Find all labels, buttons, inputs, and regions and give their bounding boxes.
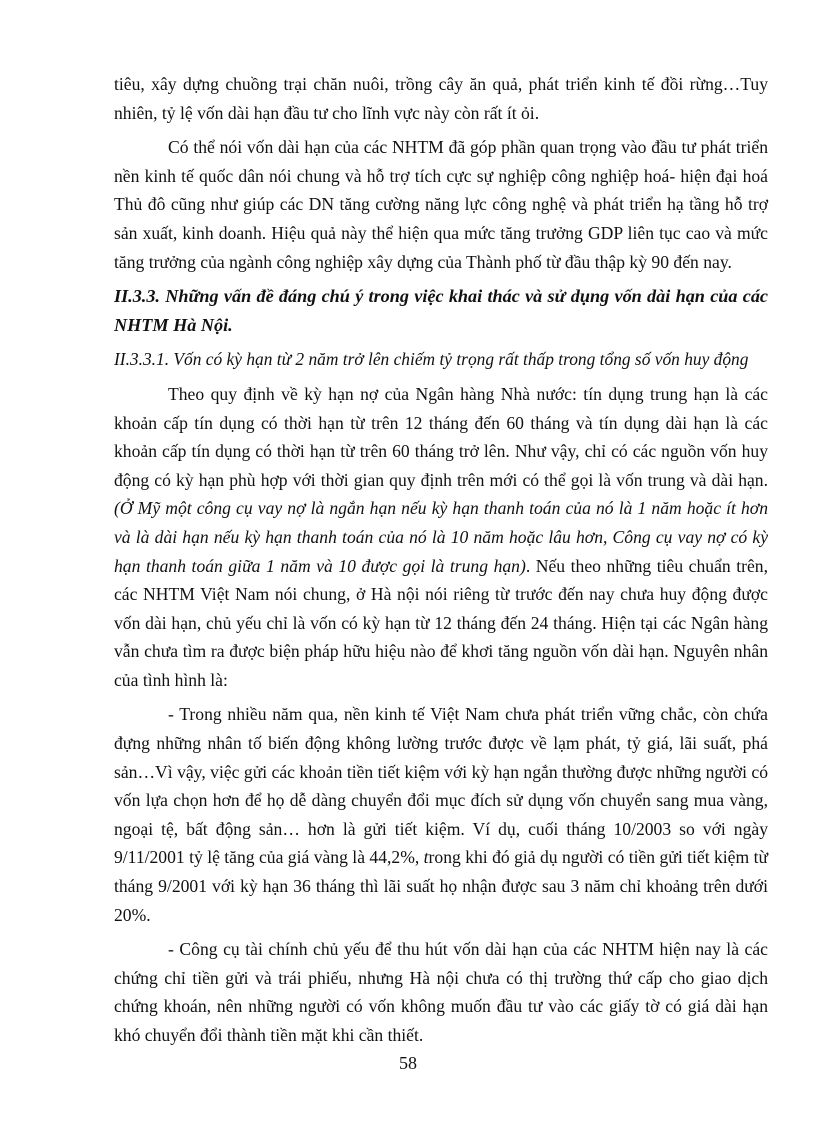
- paragraph-italic-letter: t: [423, 847, 429, 868]
- paragraph: Có thể nói vốn dài hạn của các NHTM đã góp phần quan trọng vào đầu tư phát triển nền kinh tế quốc dân nói chung và hỗ trợ tích cực sự nghiệp công nghiệp hoá- hiện đại hoá Thủ đô cũng như giúp các DN tăng cường năng lực công nghệ và phát triển hạ tầng hỗ trợ sản xuất, kinh doanh. Hiệu quả này thể hiện qua mức tăng trưởng GDP liên tục cao và mức tăng trưởng của ngành công nghiệp xây dựng của Thành phố từ đầu thập kỳ 90 đến nay.: [114, 137, 768, 272]
- subsection-heading: II.3.3.1. Vốn có kỳ hạn từ 2 năm trở lên chiếm tỷ trọng rất thấp trong tổng số vốn huy động: [114, 349, 749, 370]
- paragraph: tiêu, xây dựng chuồng trại chăn nuôi, trồng cây ăn quả, phát triển kinh tế đồi rừng…Tuy nhiên, tỷ lệ vốn dài hạn đầu tư cho lĩnh vực này còn rất ít ỏi.: [114, 74, 768, 123]
- paragraph-text: Theo quy định về kỳ hạn nợ của Ngân hàng Nhà nước: tín dụng trung hạn là các khoản cấp tín dụng có thời hạn từ trên 12 tháng đến 60 tháng và tín dụng dài hạn là các khoản cấp tín dụng có thời hạn từ trên 60 tháng trở lên. Như vậy, chỉ có các nguồn vốn huy động có kỳ hạn phù hợp với thời gian quy định trên mới có thể gọi là vốn trung và dài hạn.: [114, 383, 768, 490]
- paragraph-text: rong khi đó giả dụ người có tiền gửi tiết kiệm từ tháng 9/2001 với kỳ hạn 36 tháng thì lãi suất họ nhận được sau 3 năm chỉ khoảng trên dưới 20%.: [114, 847, 768, 925]
- section-heading: II.3.3. Những vấn đề đáng chú ý trong việc khai thác và sử dụng vốn dài hạn của các NHTM Hà Nội.: [114, 286, 768, 335]
- paragraph-text: . Nếu theo những tiêu chuẩn trên, các NHTM Việt Nam nói chung, ở Hà nội nói riêng từ trước đến nay chưa huy động được vốn dài hạn, chủ yếu chỉ là vốn có kỳ hạn từ 12 tháng đến 24 tháng. Hiện tại các Ngân hàng vẫn chưa tìm ra được biện pháp hữu hiệu nào để khơi tăng nguồn vốn dài hạn. Nguyên nhân của tình hình là:: [114, 555, 768, 690]
- paragraph: - Công cụ tài chính chủ yếu để thu hút vốn dài hạn của các NHTM hiện nay là các chứng chỉ tiền gửi và trái phiếu, nhưng Hà nội chưa có thị trường thứ cấp cho giao dịch chứng khoán, nên những người có vốn không muốn đầu tư vào các giấy tờ có giá dài hạn khó chuyển đổi thành tiền mặt khi cần thiết.: [114, 939, 768, 1045]
- page-number: 58: [399, 1053, 417, 1073]
- paragraph-text: - Trong nhiều năm qua, nền kinh tế Việt Nam chưa phát triển vững chắc, còn chứa đựng những nhân tố biến động không lường trước được về lạm phát, tỷ giá, lãi suất, phá sản…Vì vậy, việc gửi các khoản tiền tiết kiệm với kỳ hạn ngắn thường được những người có vốn lựa chọn hơn để họ dễ dàng chuyển đổi mục đích sử dụng vốn chuyển sang mua vàng, ngoại tệ, bất động sản… hơn là gửi tiết kiệm. Ví dụ, cuối tháng 10/2003 so với ngày 9/11/2001 tỷ lệ tăng của giá vàng là 44,2%,: [114, 704, 768, 868]
- document-page: [114, 70, 768, 1056]
- paragraph-italic-note: (Ở Mỹ một công cụ vay nợ là ngắn hạn nếu kỳ hạn thanh toán của nó là 1 năm hoặc ít hơn và là dài hạn nếu kỳ hạn thanh toán của nó là 10 năm hoặc lâu hơn, Công cụ vay nợ có kỳ hạn thanh toán giữa 1 năm và 10 được gọi là trung hạn): [114, 498, 768, 576]
- paragraph: [114, 380, 768, 695]
- paragraph: [114, 700, 768, 929]
